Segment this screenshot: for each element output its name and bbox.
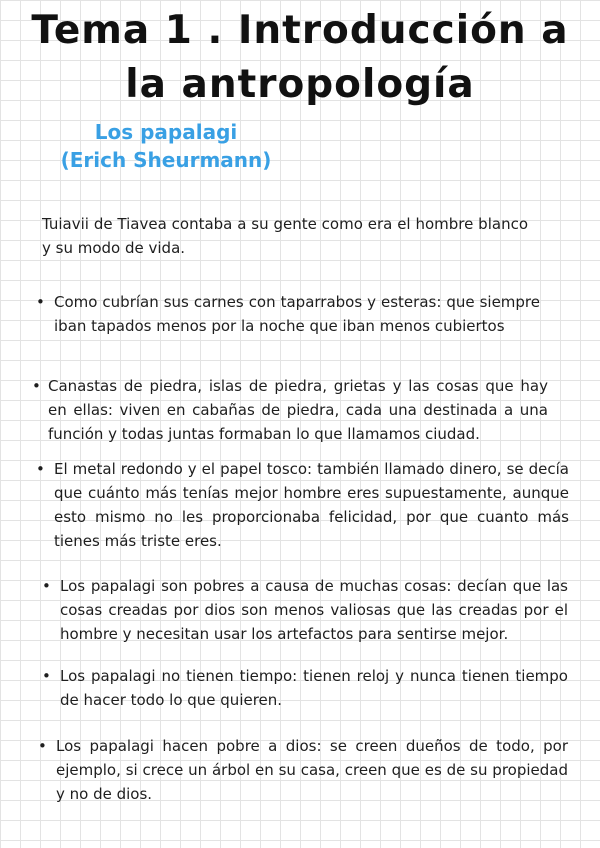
list-item bbox=[36, 290, 540, 338]
list-item bbox=[32, 374, 548, 446]
list-item-text: Como cubrían sus carnes con taparrabos y esteras: que siempre iban tapados menos por la noche que iban menos cubiertos bbox=[54, 293, 540, 335]
list-item-text: Los papalagi hacen pobre a dios: se creen dueños de todo, por ejemplo, si crece un árbol en su casa, creen que es de su propiedad y no de dios. bbox=[56, 737, 568, 803]
list-item-text: Los papalagi son pobres a causa de muchas cosas: decían que las cosas creadas por dios son menos valiosas que las creadas por el hombre y necesitan usar los artefactos para sentirse mejor. bbox=[60, 577, 568, 643]
bullet-icon: • bbox=[32, 377, 41, 395]
bullet-icon: • bbox=[42, 667, 51, 685]
intro-paragraph: Tuiavii de Tiavea contaba a su gente como era el hombre blanco y su modo de vida. bbox=[42, 215, 528, 257]
subtitle-line-1: Los papalagi bbox=[94, 120, 238, 144]
bullet-icon: • bbox=[36, 460, 45, 478]
subtitle bbox=[36, 118, 296, 174]
list-item bbox=[42, 664, 568, 712]
list-item-text: Los papalagi no tienen tiempo: tienen reloj y nunca tienen tiempo de hacer todo lo que quieren. bbox=[60, 667, 568, 709]
list-item-text: El metal redondo y el papel tosco: también llamado dinero, se decía que cuánto más tenías mejor hombre eres supuestamente, aunque esto mismo no les proporcionaba felicidad, por que cuanto más tienes más triste eres. bbox=[54, 460, 569, 550]
bullet-icon: • bbox=[36, 293, 45, 311]
list-item bbox=[38, 734, 568, 806]
list-item-text: Canastas de piedra, islas de piedra, grietas y las cosas que hay en ellas: viven en cabañas de piedra, cada una destinada a una función y todas juntas formaban lo que llamamos ciudad. bbox=[48, 377, 548, 443]
page-title: Tema 1 . Introducción a la antropología bbox=[31, 8, 569, 107]
list-item bbox=[36, 457, 569, 553]
list-item bbox=[42, 574, 568, 646]
bullet-icon: • bbox=[38, 737, 47, 755]
bullet-icon: • bbox=[42, 577, 51, 595]
subtitle-line-2: (Erich Sheurmann) bbox=[60, 148, 272, 172]
